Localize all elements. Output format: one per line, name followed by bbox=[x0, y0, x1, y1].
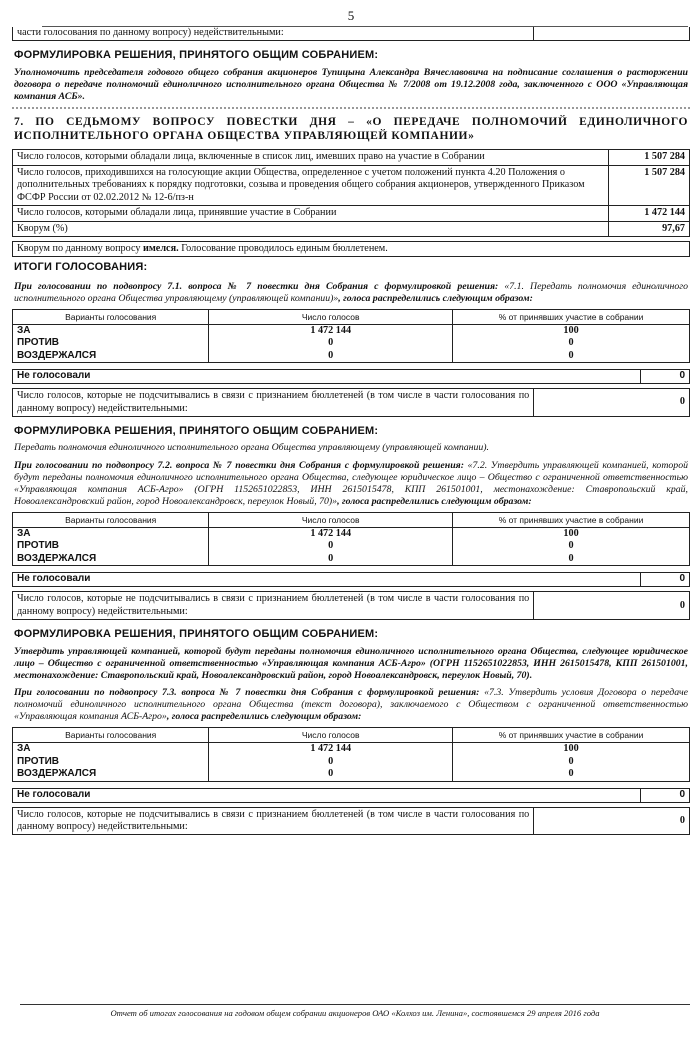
not-voted-label: Не голосовали bbox=[13, 370, 641, 384]
vote-row-za: ЗА 1 472 144 100 bbox=[13, 528, 690, 541]
quorum-note: Кворум по данному вопросу имелся. Голосование проводилось единым бюллетенем. bbox=[13, 242, 690, 257]
vote-row-za: ЗА 1 472 144 100 bbox=[13, 324, 690, 337]
not-voted-value: 0 bbox=[641, 573, 690, 587]
vote-table-7-3 bbox=[12, 727, 690, 781]
agenda-item-7-title: 7. ПО СЕДЬМОМУ ВОПРОСУ ПОВЕСТКИ ДНЯ – «О ПЕРЕДАЧЕ ПОЛНОМОЧИЙ ЕДИНОЛИЧНОГО ИСПОЛНИТЕЛЬНОГО ОРГАНА ОБЩЕСТВА УПРАВЛЯЮЩЕЙ КОМПАНИИ» bbox=[14, 115, 688, 143]
page-footer: Отчет об итогах голосования на годовом общем собрании акционеров ОАО «Колхоз им. Ленина», состоявшемся 29 апреля 2016 года bbox=[20, 1004, 690, 1018]
col-header-option: Варианты голосования bbox=[13, 513, 209, 528]
invalid-label: Число голосов, которые не подсчитывались в связи с признанием бюллетеней (в том числе в части голосования по данному вопросу) недействительными: bbox=[13, 807, 534, 835]
continued-table bbox=[12, 27, 690, 41]
subquestion-7-2-intro: При голосовании по подвопросу 7.2. вопроса № 7 повестки дня Собрания с формулировкой решения: «7.2. Утвердить управляющей компанией, которой будут переданы полномочия единоличного исполнительного органа Общества, следующее юридическое лицо – Общество с ограниченной ответственностью «Управляющая компания АСБ-Агро» (ОГРН 1152651022853, ИНН 2615015478, КПП 261501001, местонахождение: Ставропольский край, Новоалександровский район, город Новоалександровск, переулок Новый, 70)», голоса распределились следующим образом: bbox=[14, 460, 688, 508]
decision-heading-7-2: ФОРМУЛИРОВКА РЕШЕНИЯ, ПРИНЯТОГО ОБЩИМ СОБРАНИЕМ: bbox=[14, 628, 379, 641]
vote-row-vozd: ВОЗДЕРЖАЛСЯ 0 0 bbox=[13, 350, 690, 363]
decision-heading-7-1: ФОРМУЛИРОВКА РЕШЕНИЯ, ПРИНЯТОГО ОБЩИМ СОБРАНИЕМ: bbox=[14, 424, 379, 437]
vote-row-vozd: ВОЗДЕРЖАЛСЯ 0 0 bbox=[13, 768, 690, 781]
quorum-label: Число голосов, которыми обладали лица, принявшие участие в Собрании bbox=[13, 206, 609, 221]
dotted-separator bbox=[12, 107, 690, 109]
col-header-votes: Число голосов bbox=[209, 309, 453, 324]
continued-text: части голосования по данному вопросу) недействительными: bbox=[13, 27, 534, 41]
not-voted-7-2 bbox=[12, 572, 690, 587]
col-header-option: Варианты голосования bbox=[13, 309, 209, 324]
quorum-label: Число голосов, которыми обладали лица, включенные в список лиц, имевших право на участие в Собрании bbox=[13, 150, 609, 165]
quorum-note-box bbox=[12, 241, 690, 257]
invalid-label: Число голосов, которые не подсчитывались в связи с признанием бюллетеней (в том числе в части голосования по данному вопросу) недействительными: bbox=[13, 389, 534, 417]
subquestion-7-1-intro: При голосовании по подвопросу 7.1. вопроса № 7 повестки дня Собрания с формулировкой решения: «7.1. Передать полномочия единоличного исполнительного органа Общества управляющему (управляющей компании)», голоса распределились следующим образом: bbox=[14, 280, 688, 304]
invalid-7-1 bbox=[12, 388, 690, 417]
col-header-votes: Число голосов bbox=[209, 728, 453, 743]
vote-table-7-2 bbox=[12, 512, 690, 566]
col-header-percent: % от принявших участие в собрании bbox=[453, 728, 690, 743]
page-number: 5 bbox=[347, 8, 355, 23]
col-header-percent: % от принявших участие в собрании bbox=[453, 513, 690, 528]
quorum-row bbox=[13, 165, 690, 205]
results-heading: ИТОГИ ГОЛОСОВАНИЯ: bbox=[14, 261, 148, 274]
decision-text-7-2: Утвердить управляющей компанией, которой будут переданы полномочия единоличного исполнительного органа Общества, следующее юридическое лицо – Общество с ограниченной ответственностью «Управляющая компания АСБ-Агро» (ОГРН 1152651022853, ИНН 2615015478, КПП 261501001, местонахождение: Ставропольский край, Новоалександровский район, город Новоалександровск, переулок Новый, 70). bbox=[14, 645, 688, 681]
vote-row-protiv: ПРОТИВ 0 0 bbox=[13, 337, 690, 349]
invalid-value: 0 bbox=[534, 592, 690, 620]
not-voted-value: 0 bbox=[641, 788, 690, 802]
not-voted-value: 0 bbox=[641, 370, 690, 384]
quorum-table bbox=[12, 149, 690, 237]
quorum-row bbox=[13, 221, 690, 236]
quorum-row bbox=[13, 150, 690, 165]
invalid-7-3 bbox=[12, 807, 690, 836]
not-voted-label: Не голосовали bbox=[13, 788, 641, 802]
invalid-7-2 bbox=[12, 591, 690, 620]
vote-row-protiv: ПРОТИВ 0 0 bbox=[13, 540, 690, 552]
quorum-value: 97,67 bbox=[608, 221, 689, 236]
quorum-row bbox=[13, 206, 690, 221]
decision-text-6: Уполномочить председателя годового общего собрания акционеров Тупицына Александра Вячеславовича на подписание соглашения о расторжении договора о передаче полномочий единоличного исполнительного органа Общества № 7/2008 от 19.12.2008 года, заключенного с ООО «Управляющая компания АСБ». bbox=[14, 66, 688, 102]
col-header-percent: % от принявших участие в собрании bbox=[453, 309, 690, 324]
vote-row-vozd: ВОЗДЕРЖАЛСЯ 0 0 bbox=[13, 553, 690, 566]
vote-row-protiv: ПРОТИВ 0 0 bbox=[13, 756, 690, 768]
vote-row-za: ЗА 1 472 144 100 bbox=[13, 743, 690, 756]
col-header-votes: Число голосов bbox=[209, 513, 453, 528]
quorum-value: 1 507 284 bbox=[608, 150, 689, 165]
decision-text-7-1: Передать полномочия единоличного исполнительного органа Общества управляющему (управляющей компании). bbox=[14, 442, 490, 454]
subquestion-7-3-intro: При голосовании по подвопросу 7.3. вопроса № 7 повестки дня Собрания с формулировкой решения: «7.3. Утвердить условия Договора о передаче полномочий единоличного исполнительного органа Общества (текст договора), заключаемого с Обществом с ограниченной ответственностью «Управляющая компания АСБ-Агро», голоса распределились следующим образом: bbox=[14, 687, 688, 723]
quorum-label: Кворум (%) bbox=[13, 221, 609, 236]
invalid-value: 0 bbox=[534, 807, 690, 835]
not-voted-label: Не голосовали bbox=[13, 573, 641, 587]
invalid-value: 0 bbox=[534, 389, 690, 417]
continued-value bbox=[534, 27, 690, 41]
quorum-value: 1 472 144 bbox=[608, 206, 689, 221]
decision-heading-6: ФОРМУЛИРОВКА РЕШЕНИЯ, ПРИНЯТОГО ОБЩИМ СОБРАНИЕМ: bbox=[14, 49, 379, 62]
not-voted-7-1 bbox=[12, 369, 690, 384]
vote-table-7-1 bbox=[12, 309, 690, 363]
quorum-label: Число голосов, приходившихся на голосующие акции Общества, определенное с учетом положений пункта 4.20 Положения о дополнительных требованиях к порядку подготовки, созыва и проведения общего собрания акционеров, утвержденного Приказом ФСФР России от 02.02.2012 № 12-6/пз-н bbox=[13, 165, 609, 205]
col-header-option: Варианты голосования bbox=[13, 728, 209, 743]
quorum-value: 1 507 284 bbox=[608, 165, 689, 205]
invalid-label: Число голосов, которые не подсчитывались в связи с признанием бюллетеней (в том числе в части голосования по данному вопросу) недействительными: bbox=[13, 592, 534, 620]
not-voted-7-3 bbox=[12, 788, 690, 803]
